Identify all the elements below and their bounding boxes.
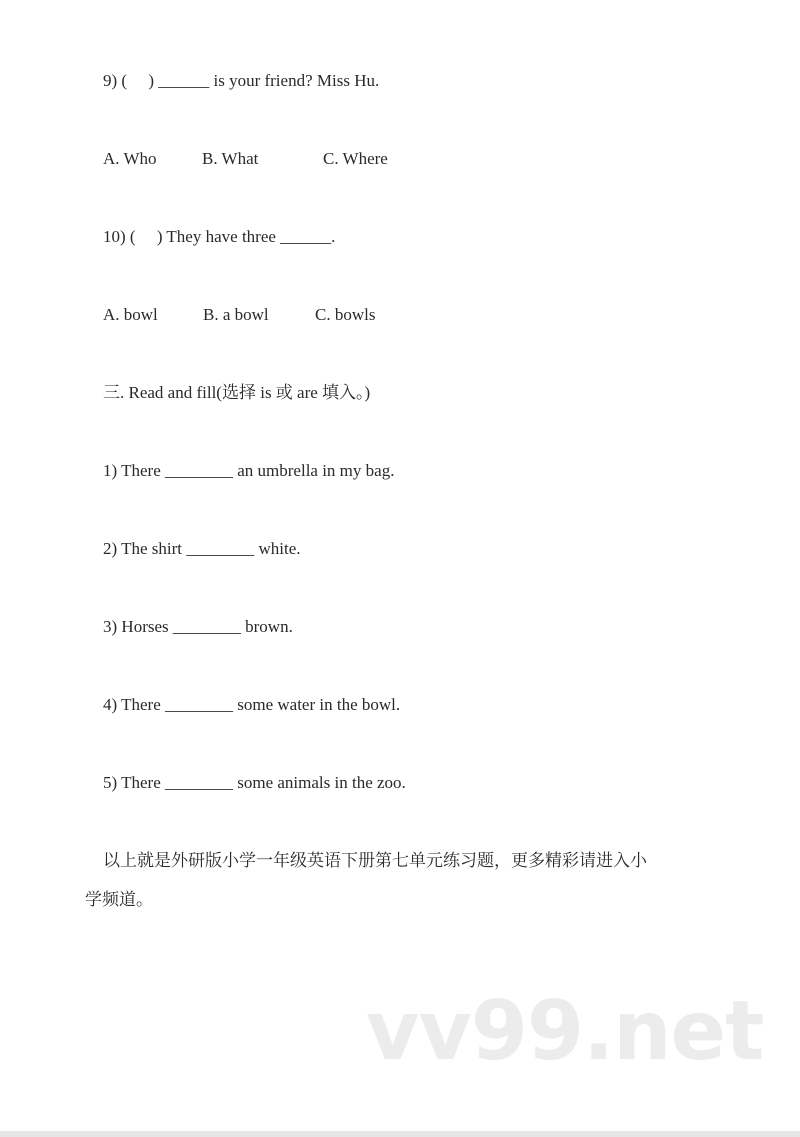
fill-item-2: 2) The shirt ________ white. [103, 539, 301, 558]
fill-item-5: 5) There ________ some animals in the zoo. [103, 773, 406, 792]
question-9-option-c: C. Where [323, 149, 388, 168]
closing-line-1: 以上就是外研版小学一年级英语下册第七单元练习题，更多精彩请进入小 [103, 851, 647, 870]
fill-item-4: 4) There ________ some water in the bowl. [103, 695, 401, 714]
question-9-option-a: A. Who [103, 149, 157, 168]
question-9-stem: 9) ( ) ______ is your friend? Miss Hu. [103, 71, 380, 90]
question-10-option-a: A. bowl [103, 305, 158, 324]
fill-item-1: 1) There ________ an umbrella in my bag. [103, 461, 395, 480]
question-10-stem: 10) ( ) They have three ______. [103, 227, 336, 246]
question-10-option-c: C. bowls [315, 305, 376, 324]
page-bottom-edge [0, 1131, 800, 1137]
question-9-option-b: B. What [202, 149, 259, 168]
question-10-option-b: B. a bowl [203, 305, 269, 324]
closing-line-2: 学频道。 [85, 890, 153, 909]
section-3-heading: 三. Read and fill(选择 is 或 are 填入。) [103, 383, 371, 402]
watermark: vv99.net [366, 984, 764, 1079]
fill-item-3: 3) Horses ________ brown. [103, 617, 293, 636]
